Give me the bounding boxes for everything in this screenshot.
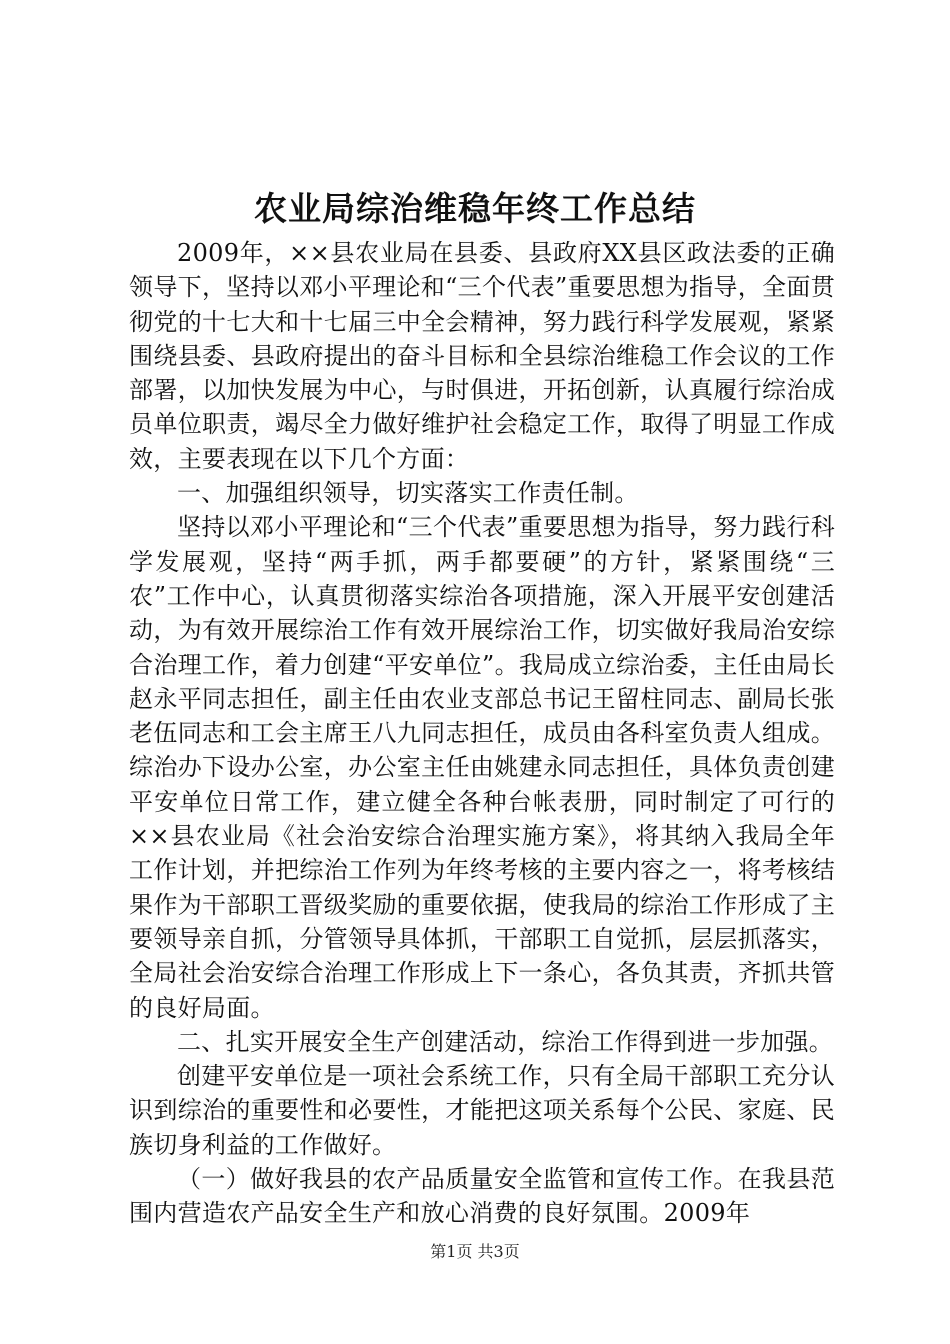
- paragraph-intro: 2009年，××县农业局在县委、县政府XX县区政法委的正确领导下，坚持以邓小平理论和“三个代表”重要思想为指导，全面贯彻党的十七大和十七届三中全会精神，努力践行科学发展观，紧紧围绕县委、县政府提出的奋斗目标和全县综治维稳工作会议的工作部署，以加快发展为中心，与时俱进，开拓创新，认真履行综治成员单位职责，竭尽全力做好维护社会稳定工作，取得了明显工作成效，主要表现在以下几个方面：: [129, 239, 835, 473]
- page-number-footer: 第1页 共3页: [430, 1242, 520, 1261]
- section-heading-2: 二、扎实开展安全生产创建活动，综治工作得到进一步加强。: [177, 1027, 834, 1056]
- paragraph-section-1: 坚持以邓小平理论和“三个代表”重要思想为指导，努力践行科学发展观，坚持“两手抓，两手都要硬”的方针，紧紧围绕“三农”工作中心，认真贯彻落实综治各项措施，深入开展平安创建活动，为有效开展综治工作有效开展综治工作，切实做好我局治安综合治理工作，着力创建“平安单位”。我局成立综治委，主任由局长赵永平同志担任，副主任由农业支部总书记王留柱同志、副局长张老伍同志和工会主席王八九同志担任，成员由各科室负责人组成。综治办下设办公室，办公室主任由姚建永同志担任，具体负责创建平安单位日常工作，建立健全各种台帐表册，同时制定了可行的××县农业局《社会治安综合治理实施方案》，将其纳入我局全年工作计划，并把综治工作列为年终考核的主要内容之一，将考核结果作为干部职工晋级奖励的重要依据，使我局的综治工作形成了主要领导亲自抓，分管领导具体抓，干部职工自觉抓，层层抓落实，全局社会治安综合治理工作形成上下一条心，各负其责，齐抓共管的良好局面。: [129, 513, 835, 1022]
- document-body: [129, 236, 835, 1231]
- section-heading-1: 一、加强组织领导，切实落实工作责任制。: [177, 479, 639, 508]
- paragraph-subsection-1: （一）做好我县的农产品质量安全监管和宣传工作。在我县范围内营造农产品安全生产和放心消费的良好氛围。2009年: [129, 1165, 835, 1228]
- paragraph-section-2: 创建平安单位是一项社会系统工作，只有全局干部职工充分认识到综治的重要性和必要性，才能把这项关系每个公民、家庭、民族切身利益的工作做好。: [129, 1062, 835, 1159]
- document-title: 农业局综治维稳年终工作总结: [254, 189, 696, 228]
